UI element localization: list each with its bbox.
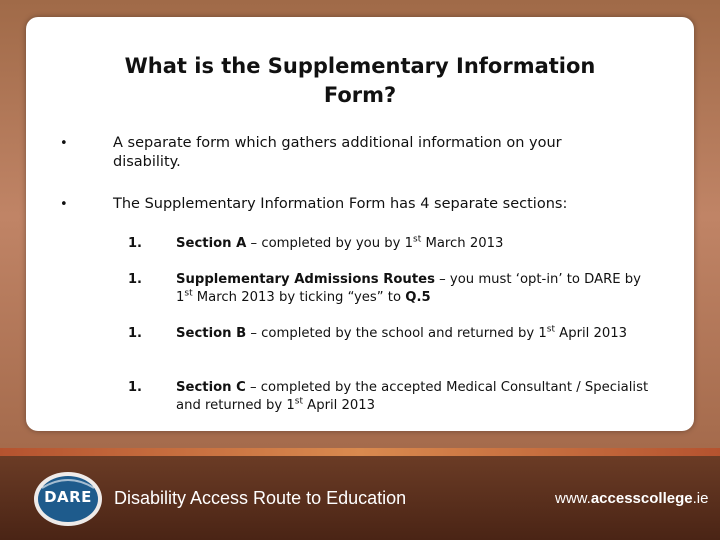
section-name: Section A [176, 236, 247, 251]
url-domain: accesscollege [590, 490, 693, 507]
section-number: 1. [128, 326, 142, 341]
bullet-text [113, 134, 673, 172]
section-name: Supplementary Admissions Routes [176, 272, 435, 287]
section-detail: – completed by the school and returned by 1 [246, 326, 547, 341]
footer-website-link[interactable] [555, 490, 708, 507]
section-detail: – you must ‘opt-in’ to DARE by 1 [176, 272, 641, 305]
ordinal-suffix: st [294, 396, 303, 407]
ordinal-suffix: st [184, 288, 193, 299]
section-detail: April 2013 [554, 326, 628, 341]
section-description [176, 235, 676, 253]
slide-title-line2: Form? [323, 83, 397, 107]
section-name: Section C [176, 380, 246, 395]
footer-accent-band [0, 448, 720, 456]
bullet-text-line: disability. [113, 154, 181, 170]
section-detail: – completed by you by 1 [246, 236, 414, 251]
slide-title [0, 52, 720, 110]
url-prefix: www. [555, 490, 591, 507]
question-reference: Q.5 [405, 290, 431, 305]
bullet-marker: • [60, 136, 68, 151]
section-detail: April 2013 [302, 398, 376, 413]
ordinal-suffix: st [413, 234, 422, 245]
bullet-marker: • [60, 197, 68, 212]
dare-logo-text: DARE [44, 488, 92, 506]
section-number: 1. [128, 272, 142, 287]
url-suffix: .ie [692, 490, 709, 507]
section-name: Section B [176, 326, 247, 341]
section-detail: March 2013 [421, 236, 504, 251]
bullet-text: The Supplementary Information Form has 4 separate sections: [113, 196, 568, 212]
ordinal-suffix: st [546, 324, 555, 335]
section-description [176, 379, 656, 415]
bullet-text-line: A separate form which gathers additional information on your [113, 135, 562, 151]
section-detail: – completed by the accepted Medical Consultant / Specialist and returned by 1 [176, 380, 649, 413]
section-description [176, 325, 660, 343]
section-detail: March 2013 by ticking “yes” to [192, 290, 406, 305]
footer-tagline: Disability Access Route to Education [114, 488, 407, 508]
section-description [176, 271, 656, 307]
section-number: 1. [128, 236, 142, 251]
section-number: 1. [128, 380, 142, 395]
slide-title-line1: What is the Supplementary Information [124, 54, 596, 78]
